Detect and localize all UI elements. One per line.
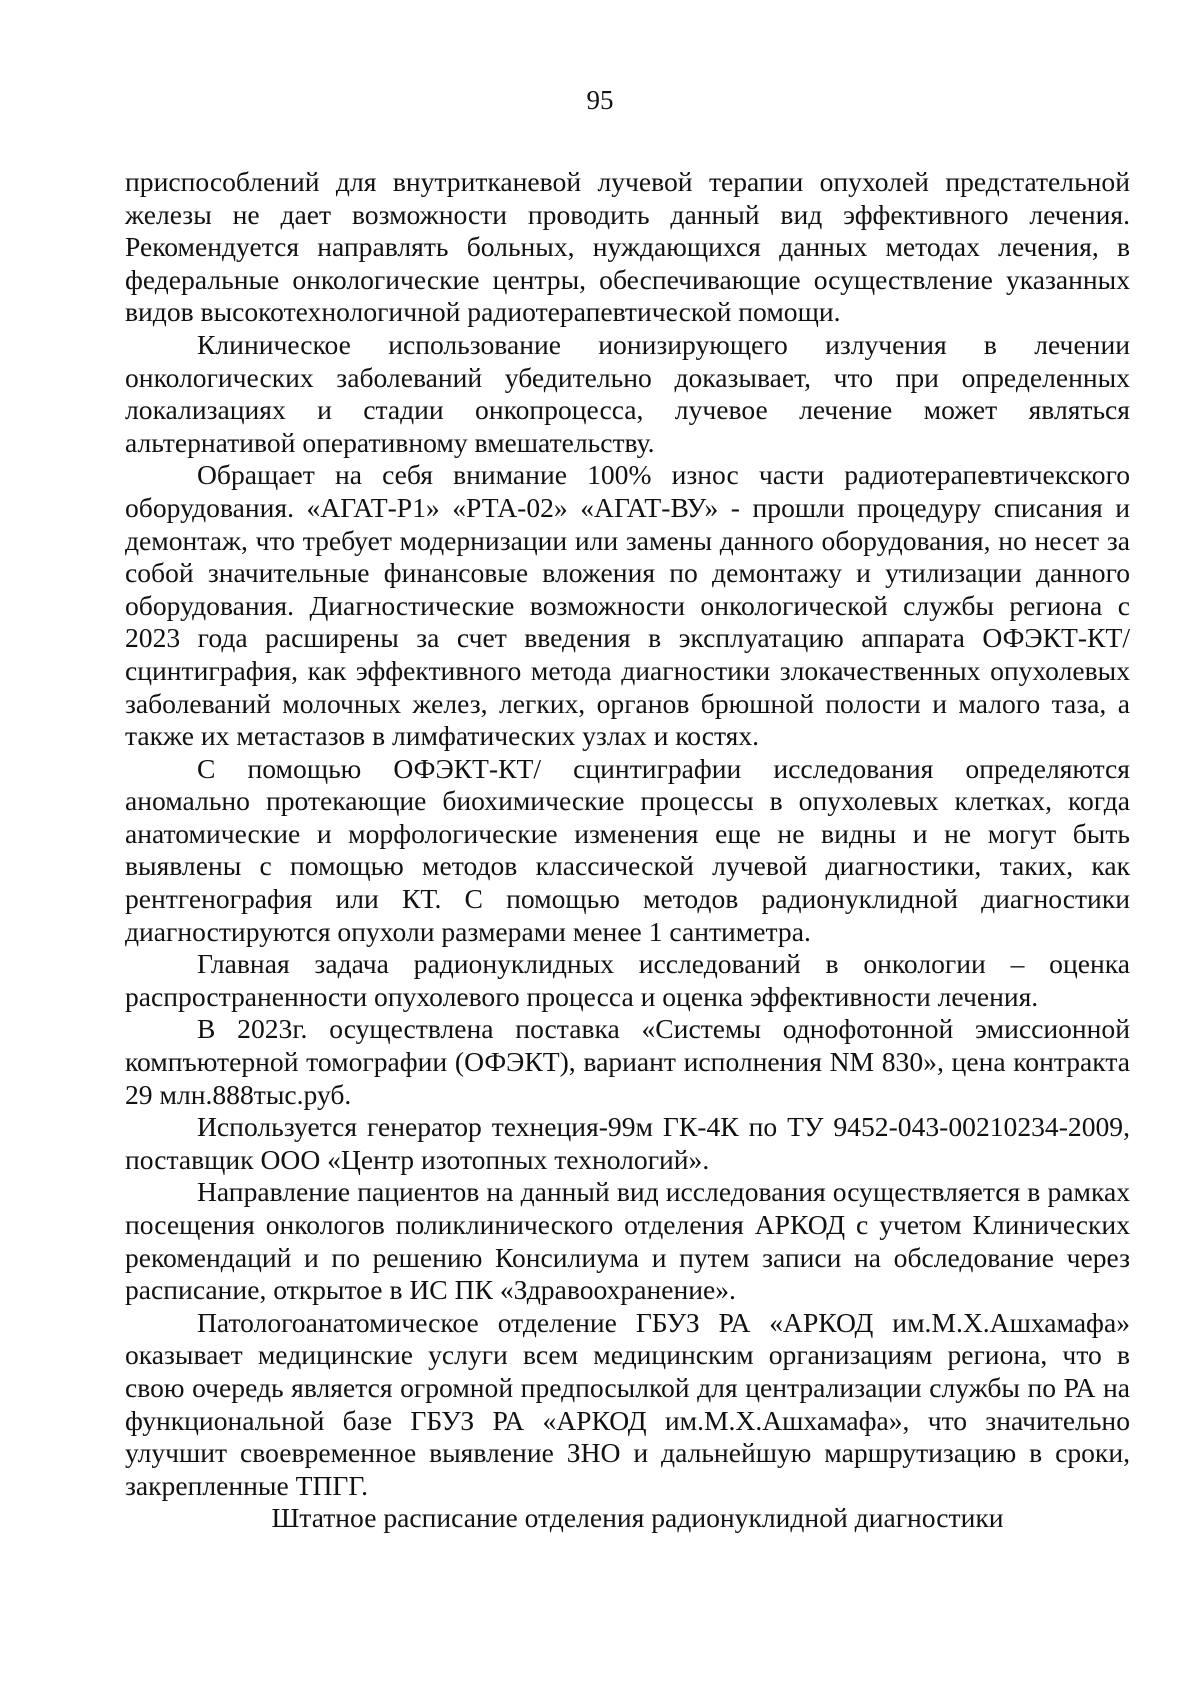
paragraph-patient-referral: Направление пациентов на данный вид исследования осуществляется в рамках посещения онкологов поликлинического отделения АРКОД с учетом Клинических рекомендаций и по решению Консилиума и путем записи на обследование через расписание, открытое в ИС ПК «Здравоохранение». <box>125 1176 1130 1306</box>
section-heading: Штатное расписание отделения радионуклидной диагностики <box>271 1502 1004 1534</box>
document-body <box>125 166 1130 1535</box>
paragraph-pathology-department: Патологоанатомическое отделение ГБУЗ РА «АРКОД им.М.Х.Ашхамафа» оказывает медицинские услуги всем медицинским организациям региона, что в свою очередь является огромной предпосылкой для централизации службы по РА на функциональной базе ГБУЗ РА «АРКОД им.М.Х.Ашхамафа», что значительно улучшит своевременное выявление ЗНО и дальнейшую маршрутизацию в сроки, закрепленные ТПГГ. <box>125 1306 1130 1501</box>
paragraph-generator: Используется генератор технеция-99м ГК-4К по ТУ 9452-043-00210234-2009, поставщик ООО «Центр изотопных технологий». <box>125 1111 1130 1175</box>
paragraph-main-task: Главная задача радионуклидных исследований в онкологии – оценка распространенности опухолевого процесса и оценка эффективности лечения. <box>125 948 1130 1012</box>
paragraph-spect-ct: С помощью ОФЭКТ-КТ/ сцинтиграфии исследования определяются аномально протекающие биохимические процессы в опухолевых клетках, когда анатомические и морфологические изменения еще не видны и не могут быть выявлены с помощью методов классической лучевой диагностики, таких, как рентгенография или КТ. С помощью методов радионуклидной диагностики диагностируются опухоли размерами менее 1 сантиметра. <box>125 752 1130 947</box>
page-number: 95 <box>586 85 614 115</box>
paragraph-supply-2023: В 2023г. осуществлена поставка «Системы однофотонной эмиссионной компъютерной томографии (ОФЭКТ), вариант исполнения NM 830», цена контракта 29 млн.888тыс.руб. <box>125 1013 1130 1110</box>
paragraph-equipment-wear: Обращает на себя внимание 100% износ части радиотерапевтичекского оборудования. «АГАТ-Р1» «РТА-02» «АГАТ-ВУ» - прошли процедуру списания и демонтаж, что требует модернизации или замены данного оборудования, но несет за собой значительные финансовые вложения по демонтажу и утилизации данного оборудования. Диагностические возможности онкологической службы региона с 2023 года расширены за счет введения в эксплуатацию аппарата ОФЭКТ-КТ/ сцинтиграфия, как эффективного метода диагностики злокачественных опухолевых заболеваний молочных желез, легких, органов брюшной полости и малого таза, а также их метастазов в лимфатических узлах и костях. <box>125 459 1130 752</box>
paragraph-ionizing-radiation: Клиническое использование ионизирующего излучения в лечении онкологических заболеваний убедительно доказывает, что при определенных локализациях и стадии онкопроцесса, лучевое лечение может являться альтернативой оперативному вмешательству. <box>125 328 1130 458</box>
paragraph-continuation: приспособлений для внутритканевой лучевой терапии опухолей предстательной железы не дает возможности проводить данный вид эффективного лечения. Рекомендуется направлять больных, нуждающихся данных методах лечения, в федеральные онкологические центры, обеспечивающие осуществление указанных видов высокотехнологичной радиотерапевтической помощи. <box>125 166 1130 328</box>
